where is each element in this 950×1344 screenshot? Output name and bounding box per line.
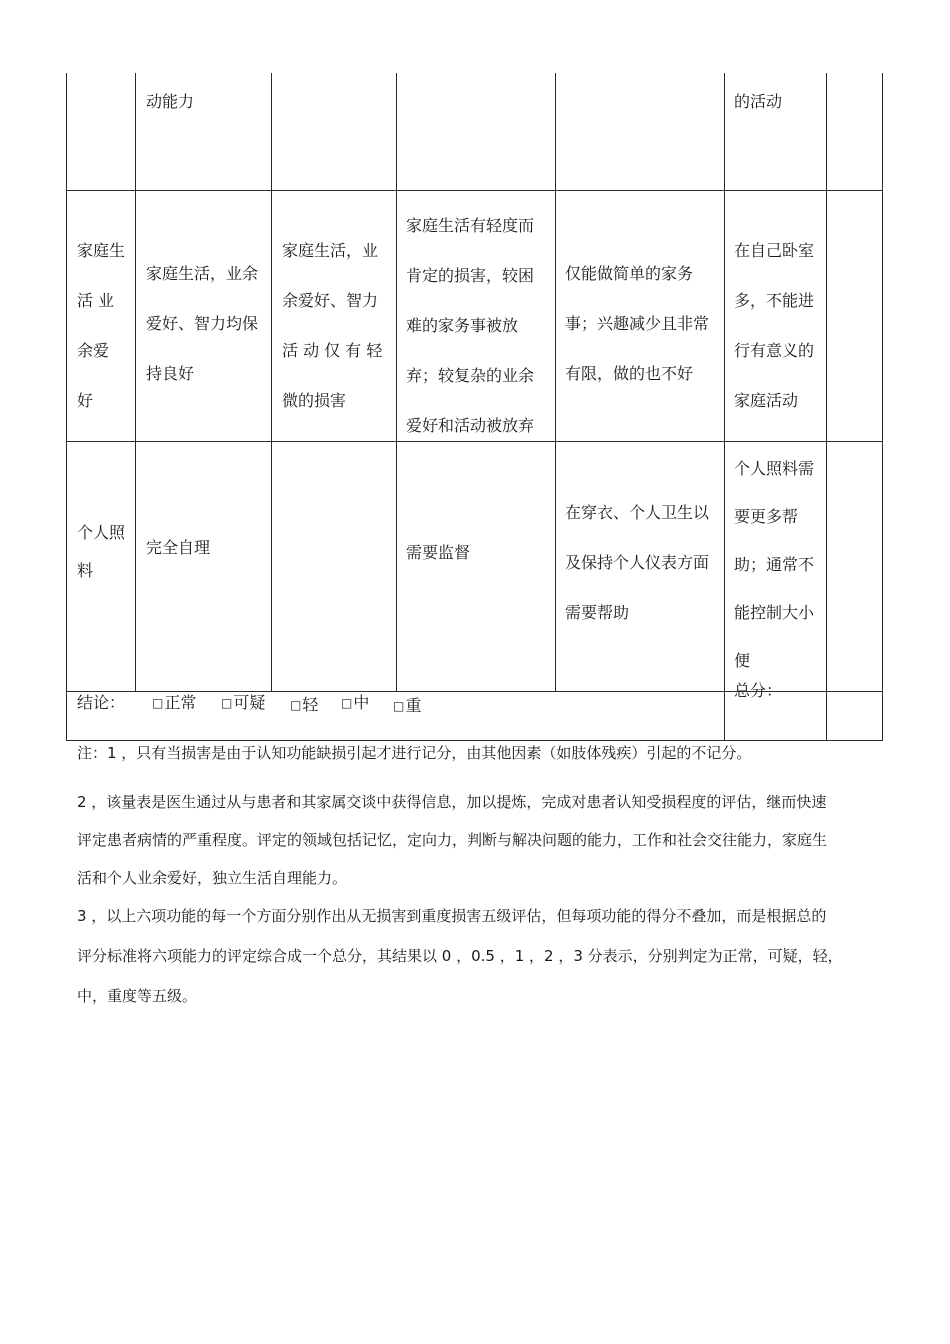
table-border-right <box>882 73 883 741</box>
cell-home-cdr2: 仅能做简单的家务 事；兴趣减少且非常 有限，做的也不好 <box>565 264 710 383</box>
table-border-bottom <box>66 740 883 741</box>
checkbox-icon[interactable]: □ <box>393 699 405 713</box>
col-divider-6 <box>826 73 827 741</box>
cell-top-col1: 动能力 <box>146 92 195 111</box>
option-moderate[interactable]: □中 <box>341 693 370 712</box>
checkbox-icon[interactable]: □ <box>152 696 164 710</box>
note-2-line-3: 活和个人业余爱好，独立生活自理能力。 <box>77 869 348 887</box>
col-divider-3 <box>396 73 397 692</box>
option-mild[interactable]: □轻 <box>290 695 319 714</box>
option-normal[interactable]: □正常 <box>152 693 197 712</box>
col-divider-4 <box>555 73 556 692</box>
cell-top-col5: 的活动 <box>734 92 783 111</box>
cell-care-cdr0: 完全自理 <box>146 538 211 557</box>
col-divider-1 <box>135 73 136 692</box>
row-divider-1 <box>66 190 883 191</box>
row-label-personal-care: 个人照 料 <box>77 523 126 580</box>
cell-care-cdr1: 需要监督 <box>406 543 471 562</box>
cell-care-cdr2: 在穿衣、个人卫生以 及保持个人仪表方面 需要帮助 <box>565 503 710 622</box>
cell-home-cdr0: 家庭生活，业余 爱好、智力均保 持良好 <box>146 264 259 383</box>
checkbox-icon[interactable]: □ <box>290 698 302 712</box>
note-3-line-2: 评分标准将六项能力的评定综合成一个总分，其结果以 0 ，0.5 ，1 ，2 ，3 分表示，分别判定为正常，可疑，轻， <box>77 947 843 965</box>
note-2-line-2: 评定患者病情的严重程度。评定的领域包括记忆，定向力，判断与解决问题的能力，工作和社会交往能力，家庭生 <box>77 831 828 849</box>
note-3-line-1: 3 ，以上六项功能的每一个方面分别作出从无损害到重度损害五级评估，但每项功能的得分不叠加，而是根据总的 <box>77 907 827 925</box>
col-divider-5 <box>724 73 725 741</box>
conclusion-label: 结论： <box>77 693 126 712</box>
col-divider-2 <box>271 73 272 692</box>
table-border-left <box>66 73 67 741</box>
cell-home-cdr1: 家庭生活有轻度而 肯定的损害，较困 难的家务事被放 弃；较复杂的业余 爱好和活动被放弃 <box>406 216 535 435</box>
option-severe[interactable]: □重 <box>393 696 422 715</box>
checkbox-icon[interactable]: □ <box>341 696 353 710</box>
row-label-home-hobbies: 家庭生 活 业 余爱 好 <box>77 241 126 410</box>
note-2-line-1: 2 ，该量表是医生通过从与患者和其家属交谈中获得信息，加以提炼，完成对患者认知受损程度的评估，继而快速 <box>77 793 827 811</box>
note-1: 注：1 ，只有当损害是由于认知功能缺损引起才进行记分，由其他因素（如肢体残疾）引起的不记分。 <box>77 744 752 762</box>
option-questionable[interactable]: □可疑 <box>221 693 266 712</box>
cell-home-cdr3: 在自己卧室 多，不能进 行有意义的 家庭活动 <box>734 241 815 410</box>
note-3-line-3: 中，重度等五级。 <box>77 987 198 1005</box>
checkbox-icon[interactable]: □ <box>221 696 233 710</box>
cell-care-cdr3: 个人照料需 要更多帮 助；通常不 能控制大小 便 <box>734 459 815 670</box>
total-score-label: 总分： <box>734 681 783 700</box>
cell-home-cdr05: 家庭生活，业 余爱好、智力 活 动 仅 有 轻 微的损害 <box>282 241 383 410</box>
